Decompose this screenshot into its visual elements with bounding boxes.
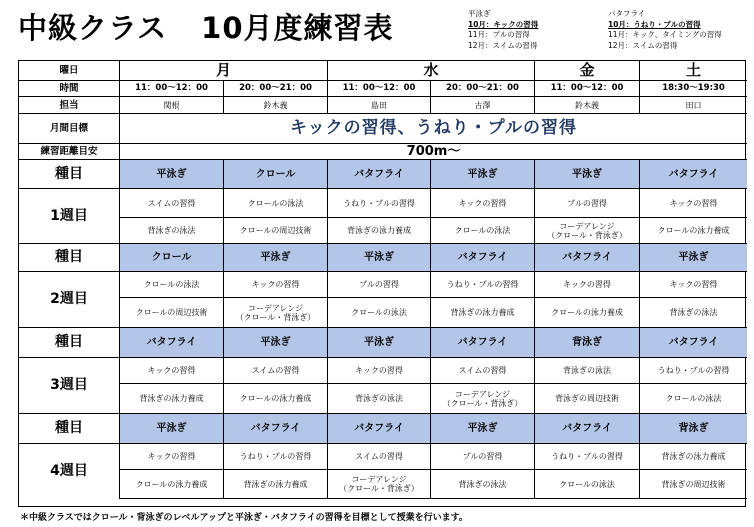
staff-name: 関根	[120, 97, 224, 114]
stroke-cell: バタフライ	[224, 414, 328, 444]
stroke-cell: 平泳ぎ	[120, 414, 224, 444]
lesson-cell: クロールの泳法	[431, 218, 535, 244]
lesson-cell: うねり・プルの習得	[535, 444, 640, 470]
stroke-cell: バタフライ	[640, 328, 747, 358]
label-distance: 練習距離目安	[19, 144, 120, 160]
stroke-cell: バタフライ	[120, 328, 224, 358]
lesson-cell: クロールの泳法	[120, 272, 224, 298]
notes-line: 11月：プルの習得	[468, 30, 530, 39]
practice-distance: 700m～	[120, 144, 747, 160]
stroke-cell: バタフライ	[535, 244, 640, 272]
lesson-cell: コーデアレンジ （クロール・背泳ぎ）	[535, 218, 640, 244]
lesson-cell: クロールの泳法	[640, 384, 747, 414]
lesson-cell: 背泳ぎの泳法	[120, 218, 224, 244]
lesson-cell: クロールの周辺技術	[224, 218, 328, 244]
lesson-cell: 背泳ぎの泳法	[328, 384, 431, 414]
lesson-cell: うねり・プルの習得	[224, 444, 328, 470]
label-stroke: 種目	[19, 244, 120, 272]
stroke-cell: クロール	[120, 244, 224, 272]
lesson-cell: 背泳ぎの周辺技術	[535, 384, 640, 414]
label-stroke: 種目	[19, 160, 120, 189]
lesson-cell: クロールの泳力養成	[224, 384, 328, 414]
title-schedule: 10月度練習表	[201, 11, 394, 45]
lesson-cell: スイムの習得	[328, 444, 431, 470]
stroke-cell: 平泳ぎ	[431, 414, 535, 444]
lesson-cell: プルの習得	[535, 189, 640, 218]
notes-line: 10月：キックの習得	[468, 19, 539, 29]
time-slot: 11：00～12：00	[535, 81, 640, 97]
stroke-cell: バタフライ	[535, 414, 640, 444]
lesson-cell: 背泳ぎの泳法	[431, 470, 535, 499]
notes-heading: 平泳ぎ	[468, 9, 491, 18]
label-week-2: 2週目	[19, 272, 120, 328]
time-slot: 11：00～12：00	[328, 81, 431, 97]
label-week-1: 1週目	[19, 189, 120, 244]
notes-line: 12月：スイムの習得	[608, 40, 678, 50]
notes-line: 12月：スイムの習得	[468, 40, 538, 50]
stroke-cell: バタフライ	[328, 414, 431, 444]
stroke-cell: 平泳ぎ	[535, 160, 640, 189]
label-staff: 担当	[19, 97, 120, 114]
day-wed: 水	[328, 61, 535, 81]
lesson-cell: うねり・プルの習得	[431, 272, 535, 298]
notes-line: 11月：キック、タイミングの習得	[608, 30, 722, 39]
lesson-cell: クロールの泳法	[328, 298, 431, 328]
footer-note: ＊中級クラスではクロール・背泳ぎのレベルアップと平泳ぎ・バタフライの習得を目標として授業を行います。	[20, 513, 468, 523]
lesson-cell: スイムの習得	[120, 189, 224, 218]
lesson-cell: キックの習得	[120, 358, 224, 384]
lesson-cell: キックの習得	[535, 272, 640, 298]
lesson-cell: クロールの泳力養成	[120, 470, 224, 499]
stroke-cell: バタフライ	[640, 160, 747, 189]
stroke-cell: 平泳ぎ	[224, 328, 328, 358]
lesson-cell: クロールの泳法	[535, 470, 640, 499]
label-time: 時間	[19, 81, 120, 97]
lesson-cell: 背泳ぎの泳力養成	[328, 218, 431, 244]
lesson-cell: コーデアレンジ （クロール・背泳ぎ）	[328, 470, 431, 499]
stroke-cell: バタフライ	[431, 328, 535, 358]
lesson-cell: クロールの泳法	[224, 189, 328, 218]
stroke-cell: 平泳ぎ	[120, 160, 224, 189]
lesson-cell: クロールの泳力養成	[640, 218, 747, 244]
day-mon: 月	[120, 61, 328, 81]
time-slot: 20：00～21：00	[224, 81, 328, 97]
stroke-cell: 平泳ぎ	[431, 160, 535, 189]
lesson-cell: スイムの習得	[431, 358, 535, 384]
stroke-cell: 平泳ぎ	[224, 244, 328, 272]
monthly-goal: キックの習得、うねり・プルの習得	[120, 114, 747, 144]
lesson-cell: コーデアレンジ （クロール・背泳ぎ）	[224, 298, 328, 328]
day-sat: 土	[640, 61, 747, 81]
lesson-cell: スイムの習得	[224, 358, 328, 384]
time-slot: 20：00～21：00	[431, 81, 535, 97]
staff-name: 鈴木義	[535, 97, 640, 114]
lesson-cell: キックの習得	[224, 272, 328, 298]
lesson-cell: キックの習得	[640, 189, 747, 218]
lesson-cell: クロールの泳力養成	[535, 298, 640, 328]
stroke-cell: バタフライ	[431, 244, 535, 272]
lesson-cell: クロールの周辺技術	[120, 298, 224, 328]
lesson-cell: 背泳ぎの泳法	[640, 298, 747, 328]
label-week-3: 3週目	[19, 358, 120, 414]
lesson-cell: 背泳ぎの周辺技術	[640, 470, 747, 499]
breaststroke-notes	[468, 9, 538, 51]
label-stroke: 種目	[19, 328, 120, 358]
lesson-cell: 背泳ぎの泳力養成	[431, 298, 535, 328]
stroke-cell: 背泳ぎ	[640, 414, 747, 444]
day-fri: 金	[535, 61, 640, 81]
stroke-cell: 平泳ぎ	[328, 328, 431, 358]
label-stroke: 種目	[19, 414, 120, 444]
lesson-cell: キックの習得	[328, 358, 431, 384]
lesson-cell: 背泳ぎの泳法	[535, 358, 640, 384]
staff-name: 鈴木義	[224, 97, 328, 114]
notes-heading: バタフライ	[608, 9, 646, 18]
lesson-cell: コーデアレンジ （クロール・背泳ぎ）	[431, 384, 535, 414]
label-day: 曜日	[19, 61, 120, 81]
staff-name: 田口	[640, 97, 747, 114]
title-class: 中級クラス	[18, 11, 168, 45]
stroke-cell: 背泳ぎ	[535, 328, 640, 358]
staff-name: 島田	[328, 97, 431, 114]
lesson-cell: プルの習得	[431, 444, 535, 470]
label-goal: 月間目標	[19, 114, 120, 144]
lesson-cell: キックの習得	[431, 189, 535, 218]
stroke-cell: 平泳ぎ	[640, 244, 747, 272]
schedule-table	[18, 60, 746, 507]
notes-line: 10月：うねり・プルの習得	[608, 19, 701, 29]
page-title	[18, 6, 394, 47]
lesson-cell: うねり・プルの習得	[640, 358, 747, 384]
lesson-cell: 背泳ぎの泳力養成	[224, 470, 328, 499]
label-week-4: 4週目	[19, 444, 120, 499]
stroke-cell: クロール	[224, 160, 328, 189]
lesson-cell: キックの習得	[120, 444, 224, 470]
lesson-cell: うねり・プルの習得	[328, 189, 431, 218]
stroke-cell: 平泳ぎ	[328, 244, 431, 272]
staff-name: 古澤	[431, 97, 535, 114]
lesson-cell: 背泳ぎの泳力養成	[640, 444, 747, 470]
lesson-cell: 背泳ぎの泳力養成	[120, 384, 224, 414]
lesson-cell: キックの習得	[640, 272, 747, 298]
time-slot: 11：00～12：00	[120, 81, 224, 97]
stroke-cell: バタフライ	[328, 160, 431, 189]
lesson-cell: プルの習得	[328, 272, 431, 298]
time-slot: 18:30～19:30	[640, 81, 747, 97]
butterfly-notes	[608, 9, 722, 51]
